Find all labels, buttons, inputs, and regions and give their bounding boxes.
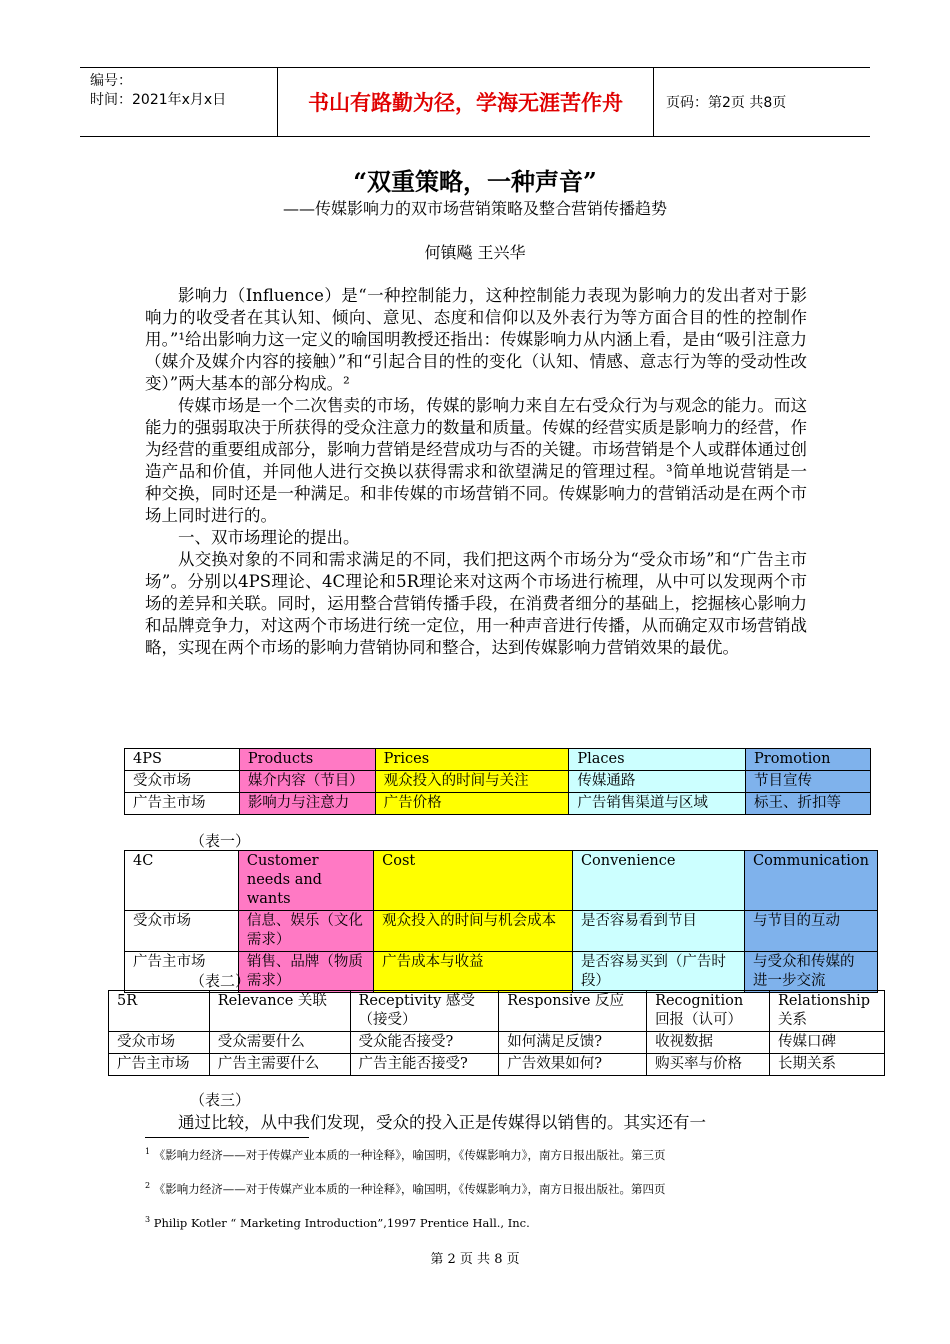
- table-row: [109, 1054, 885, 1076]
- table-cell: Communication: [745, 851, 878, 911]
- footnote-text: Philip Kotler “ Marketing Introduction”,1997 Prentice Hall., Inc.: [153, 1215, 530, 1230]
- table-cell: 如何满足反馈?: [499, 1032, 647, 1054]
- table-row: [109, 1032, 885, 1054]
- document-subtitle: ——传媒影响力的双市场营销策略及整合营销传播趋势: [282, 199, 667, 218]
- table-cell: Receptivity 感受（接受）: [350, 991, 499, 1032]
- table-row: [109, 991, 885, 1032]
- table-cell: Relationship 关系: [769, 991, 884, 1032]
- footnote-text: 《影响力经济——对于传媒产业本质的一种诠释》，喻国明，《传媒影响力》，南方日报出版社。第四页: [153, 1181, 666, 1196]
- paragraph: 通过比较，从中我们发现，受众的投入正是传媒得以销售的。其实还有一: [178, 1113, 706, 1132]
- table-cell: Places: [569, 749, 746, 771]
- table-cell: 是否容易买到（广告时段）: [572, 952, 744, 993]
- table-cell: 节目宣传: [746, 771, 871, 793]
- table-cell: Responsive 反应: [499, 991, 647, 1032]
- table-cell: 广告主市场: [109, 1054, 210, 1076]
- table-cell: 广告主市场: [125, 952, 239, 993]
- table-cell: 4PS: [125, 749, 240, 771]
- number-label: 编号：: [90, 73, 132, 89]
- table-cell: 广告效果如何?: [499, 1054, 647, 1076]
- table-cell: 广告主市场: [125, 793, 240, 815]
- footnote: $^2$ 《影响力经济——对于传媒产业本质的一种诠释》，喻国明，《传媒影响力》，南方日报出版社。第四页: [145, 1181, 666, 1196]
- page-label: 页码：第2页 共8页: [666, 95, 787, 111]
- table-cell: Customer needs and wants: [238, 851, 373, 911]
- table-cell: Cost: [374, 851, 573, 911]
- table-cell: 受众市场: [109, 1032, 210, 1054]
- motto: 书山有路勤为径，学海无涯苦作舟: [278, 68, 654, 136]
- table-cell: 受众能否接受?: [350, 1032, 499, 1054]
- table-cell: 广告主能否接受?: [350, 1054, 499, 1076]
- table-caption: （表三）: [190, 1091, 251, 1109]
- table-row: [125, 911, 878, 952]
- table-cell: 影响力与注意力: [239, 793, 375, 815]
- footnote-text: 《影响力经济——对于传媒产业本质的一种诠释》，喻国明，《传媒影响力》，南方日报出版社。第三页: [153, 1147, 666, 1162]
- table-cell: 与受众和传媒的进一步交流: [745, 952, 878, 993]
- table-cell: 信息、娱乐（文化需求）: [238, 911, 373, 952]
- table-cell: 销售、品牌（物质需求）: [238, 952, 373, 993]
- table-cell: 广告价格: [375, 793, 569, 815]
- table-cell: 受众需要什么: [209, 1032, 350, 1054]
- document-title: “双重策略，一种声音”: [353, 167, 597, 196]
- table-cell: 传媒通路: [569, 771, 746, 793]
- table-cell: 5R: [109, 991, 210, 1032]
- table-caption: （表二）: [190, 972, 251, 990]
- table-cell: 广告成本与收益: [374, 952, 573, 993]
- table-cell: Recognition 回报（认可）: [647, 991, 770, 1032]
- table-cell: Promotion: [746, 749, 871, 771]
- table-cell: Relevance 关联: [209, 991, 350, 1032]
- table-cell: 媒介内容（节目）: [239, 771, 375, 793]
- table-cell: 广告销售渠道与区域: [569, 793, 746, 815]
- page-number: 第 2 页 共 8 页: [430, 1252, 520, 1267]
- table-cell: 购买率与价格: [647, 1054, 770, 1076]
- table-cell: 是否容易看到节目: [572, 911, 744, 952]
- table-cell: 受众市场: [125, 771, 240, 793]
- table-row: [125, 749, 871, 771]
- paragraph: 从交换对象的不同和需求满足的不同，我们把这两个市场分为“受众市场”和“广告主市场”。分别以4PS理论、4C理论和5R理论来对这两个市场进行梳理，从中可以发现两个市场的差异和关联。同时，运用整合营销传播手段，在消费者细分的基础上，挖掘核心影响力和品牌竞争力，对这两个市场进行统一定位，用一种声音进行传播，从而确定双市场营销战略，实现在两个市场的影响力营销协同和整合，达到传媒影响力营销效果的最优。: [145, 550, 807, 657]
- table-4ps: [124, 748, 871, 815]
- table-cell: 广告主需要什么: [209, 1054, 350, 1076]
- body-text: [145, 285, 807, 659]
- table-row: [125, 793, 871, 815]
- table-cell: 受众市场: [125, 911, 239, 952]
- table-cell: 观众投入的时间与机会成本: [374, 911, 573, 952]
- footnote: $^3$ Philip Kotler “ Marketing Introduction”,1997 Prentice Hall., Inc.: [145, 1215, 530, 1230]
- table-cell: 传媒口碑: [769, 1032, 884, 1054]
- table-cell: 长期关系: [769, 1054, 884, 1076]
- authors: 何镇飚 王兴华: [424, 243, 526, 262]
- table-row: [125, 851, 878, 911]
- table-cell: 标王、折扣等: [746, 793, 871, 815]
- header-meta: [80, 68, 278, 136]
- footnote-divider: [145, 1137, 309, 1138]
- table-cell: 收视数据: [647, 1032, 770, 1054]
- table-cell: Prices: [375, 749, 569, 771]
- table-row: [125, 771, 871, 793]
- table-caption: （表一）: [190, 832, 251, 850]
- table-cell: Convenience: [572, 851, 744, 911]
- page-header: [80, 67, 870, 137]
- paragraph: 影响力（Influence）是“一种控制能力，这种控制能力表现为影响力的发出者对于影响力的收受者在其认知、倾向、意见、态度和信仰以及外表行为等方面合目的性的控制作用。”¹给出影响力这一定义的喻国明教授还指出：传媒影响力从内涵上看，是由“吸引注意力（媒介及媒介内容的接触）”和“引起合目的性的变化（认知、情感、意志行为等的受动性改变）”两大基本的部分构成。²: [145, 286, 807, 393]
- time-label: 时间：2021年x月x日: [90, 92, 227, 108]
- table-cell: 4C: [125, 851, 239, 911]
- footnote: $^1$ 《影响力经济——对于传媒产业本质的一种诠释》，喻国明，《传媒影响力》，南方日报出版社。第三页: [145, 1147, 666, 1162]
- table-5r: [108, 990, 885, 1076]
- table-cell: 与节目的互动: [745, 911, 878, 952]
- paragraph: 传媒市场是一个二次售卖的市场，传媒的影响力来自左右受众行为与观念的能力。而这能力的强弱取决于所获得的受众注意力的数量和质量。传媒的经营实质是影响力的经营，作为经营的重要组成部分，影响力营销是经营成功与否的关键。市场营销是个人或群体通过创造产品和价值，并同他人进行交换以获得需求和欲望满足的管理过程。³简单地说营销是一种交换，同时还是一种满足。和非传媒的市场营销不同。传媒影响力的营销活动是在两个市场上同时进行的。: [145, 396, 807, 525]
- section-heading: 一、双市场理论的提出。: [178, 528, 360, 547]
- table-cell: 观众投入的时间与关注: [375, 771, 569, 793]
- table-cell: Products: [239, 749, 375, 771]
